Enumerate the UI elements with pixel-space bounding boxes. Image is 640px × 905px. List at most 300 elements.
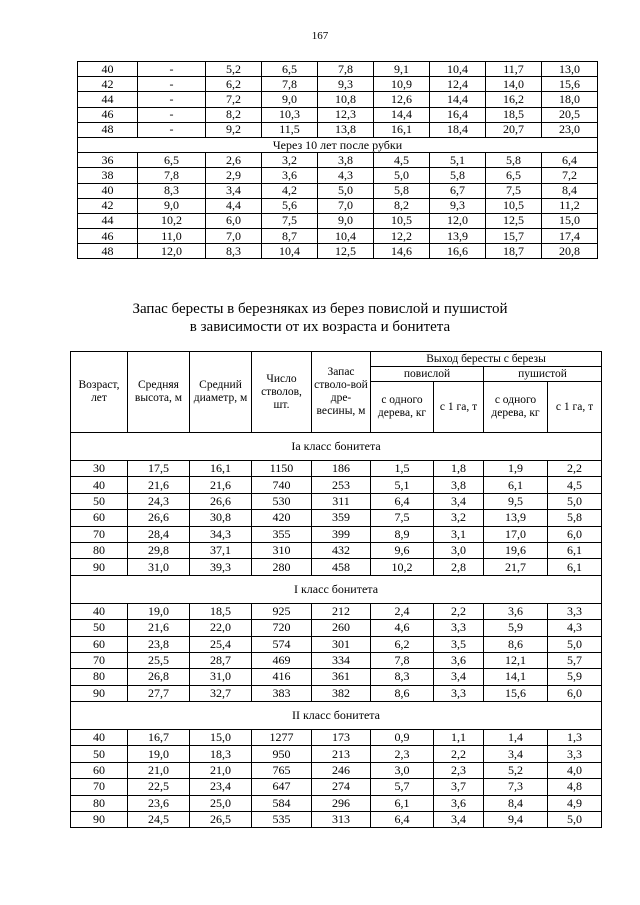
table-cell: 40 (78, 183, 138, 198)
table-cell: 432 (312, 542, 371, 558)
table-cell: 40 (71, 477, 128, 493)
table-row (71, 510, 602, 526)
table-cell: 9,3 (318, 77, 374, 92)
table-cell: 12,0 (138, 244, 206, 259)
table-cell: 8,2 (374, 198, 430, 213)
table-cell: 60 (71, 636, 128, 652)
table-title (0, 300, 640, 336)
table-cell: 5,2 (206, 62, 262, 77)
table-row (71, 762, 602, 778)
table-cell: 15,7 (486, 229, 542, 244)
table-row (78, 168, 598, 183)
table-cell: 950 (252, 746, 312, 762)
table-row (71, 652, 602, 668)
table-cell: 2,2 (548, 461, 602, 477)
class-label: Ia класс бонитета (71, 433, 602, 461)
table-cell: 18,3 (190, 746, 252, 762)
table-cell: 7,0 (318, 198, 374, 213)
table-cell: 7,8 (371, 652, 434, 668)
table-cell: 6,0 (548, 685, 602, 701)
table-cell: 9,3 (430, 198, 486, 213)
table-cell: 8,7 (262, 229, 318, 244)
table-cell: 4,0 (548, 762, 602, 778)
header-pubescens-per-tree: с одного дерева, кг (484, 382, 548, 433)
table-row (71, 477, 602, 493)
table-cell: 9,0 (262, 92, 318, 107)
table-cell: 301 (312, 636, 371, 652)
table-cell: 16,7 (128, 730, 190, 746)
table-cell: 5,7 (371, 779, 434, 795)
table-cell: 9,0 (138, 198, 206, 213)
table-cell: 173 (312, 730, 371, 746)
table-cell: 5,9 (548, 669, 602, 685)
table-cell: 3,3 (434, 685, 484, 701)
table-row (71, 795, 602, 811)
table-cell: 8,9 (371, 526, 434, 542)
table-row (71, 461, 602, 477)
table-cell: - (138, 62, 206, 77)
table-cell: 40 (78, 62, 138, 77)
table-cell: 246 (312, 762, 371, 778)
table-cell: 186 (312, 461, 371, 477)
table-cell: 313 (312, 812, 371, 828)
table-cell: 5,0 (548, 812, 602, 828)
table-cell: 8,2 (206, 107, 262, 122)
table-cell: 6,0 (548, 526, 602, 542)
table-cell: 3,7 (434, 779, 484, 795)
table-cell: 27,7 (128, 685, 190, 701)
section-label: Через 10 лет после рубки (78, 137, 598, 152)
table-cell: 7,5 (371, 510, 434, 526)
table-row (78, 122, 598, 137)
table-cell: 12,5 (486, 213, 542, 228)
table-cell: 20,5 (542, 107, 598, 122)
table-cell: 15,0 (542, 213, 598, 228)
header-pubescens: пушистой (484, 367, 602, 382)
table-cell: 3,5 (434, 636, 484, 652)
table-cell: 9,1 (374, 62, 430, 77)
table-cell: 5,8 (548, 510, 602, 526)
table-cell: 4,4 (206, 198, 262, 213)
header-wood-stock: Запас стволо-вой дре-весины, м (312, 352, 371, 433)
table-cell: 32,7 (190, 685, 252, 701)
table-cell: 10,2 (371, 559, 434, 575)
table-cell: 15,6 (484, 685, 548, 701)
table-cell: 6,4 (371, 812, 434, 828)
table-cell: 14,1 (484, 669, 548, 685)
table-cell: 10,2 (138, 213, 206, 228)
table-cell: 80 (71, 795, 128, 811)
table-cell: 16,2 (486, 92, 542, 107)
table-cell: 6,5 (138, 153, 206, 168)
table-cell: 280 (252, 559, 312, 575)
table-row (78, 62, 598, 77)
table-cell: 3,4 (434, 812, 484, 828)
table-cell: 530 (252, 493, 312, 509)
table-cell: 416 (252, 669, 312, 685)
table-cell: 5,0 (548, 636, 602, 652)
table-cell: 18,0 (542, 92, 598, 107)
table-cell: 17,0 (484, 526, 548, 542)
table-cell: 5,0 (374, 168, 430, 183)
upper-data-table (77, 61, 598, 259)
table-cell: 70 (71, 526, 128, 542)
table-cell: 4,9 (548, 795, 602, 811)
table-cell: 13,0 (542, 62, 598, 77)
table-cell: 8,3 (206, 244, 262, 259)
table-cell: 14,4 (374, 107, 430, 122)
table-row (71, 526, 602, 542)
table-cell: 1,4 (484, 730, 548, 746)
table-cell: 80 (71, 542, 128, 558)
table-row (78, 229, 598, 244)
class-label: I класс бонитета (71, 575, 602, 603)
table-cell: 420 (252, 510, 312, 526)
header-pendula: повислой (371, 367, 484, 382)
table-cell: 8,6 (371, 685, 434, 701)
table-cell: 12,3 (318, 107, 374, 122)
table-cell: 8,3 (138, 183, 206, 198)
table-cell: 2,3 (371, 746, 434, 762)
class-label: II класс бонитета (71, 702, 602, 730)
table-cell: - (138, 107, 206, 122)
table-cell: 31,0 (128, 559, 190, 575)
table-row (71, 603, 602, 619)
table-cell: 25,5 (128, 652, 190, 668)
table-cell: 12,2 (374, 229, 430, 244)
table-cell: 6,1 (548, 542, 602, 558)
header-bark-yield: Выход бересты с березы (371, 352, 602, 367)
table-cell: 3,3 (434, 620, 484, 636)
table-cell: 46 (78, 107, 138, 122)
table-cell: 7,8 (138, 168, 206, 183)
table-row (71, 493, 602, 509)
table-cell: 42 (78, 198, 138, 213)
table-cell: 6,1 (484, 477, 548, 493)
table-cell: 212 (312, 603, 371, 619)
table-cell: 361 (312, 669, 371, 685)
table-cell: 574 (252, 636, 312, 652)
table-cell: 30 (71, 461, 128, 477)
table-row (78, 107, 598, 122)
table-cell: 5,1 (430, 153, 486, 168)
table-cell: 535 (252, 812, 312, 828)
table-cell: 18,4 (430, 122, 486, 137)
table-cell: 16,1 (190, 461, 252, 477)
table-cell: 6,5 (486, 168, 542, 183)
table-cell: 12,1 (484, 652, 548, 668)
table-cell: 22,0 (190, 620, 252, 636)
table-cell: 4,6 (371, 620, 434, 636)
table-cell: 39,3 (190, 559, 252, 575)
table-cell: 3,1 (434, 526, 484, 542)
table-cell: 458 (312, 559, 371, 575)
table-cell: 5,0 (318, 183, 374, 198)
table-cell: 19,6 (484, 542, 548, 558)
table-cell: 19,0 (128, 603, 190, 619)
table-cell: 9,6 (371, 542, 434, 558)
header-pendula-per-tree: с одного дерева, кг (371, 382, 434, 433)
table-cell: 3,4 (434, 669, 484, 685)
table-cell: 14,0 (486, 77, 542, 92)
table-cell: 17,4 (542, 229, 598, 244)
table-cell: 6,1 (371, 795, 434, 811)
table-cell: 23,8 (128, 636, 190, 652)
table-cell: 359 (312, 510, 371, 526)
table-row (78, 213, 598, 228)
table-cell: 469 (252, 652, 312, 668)
table-cell: 3,4 (206, 183, 262, 198)
table-cell: 8,3 (371, 669, 434, 685)
birch-bark-stock-table (70, 351, 602, 828)
table-cell: 9,4 (484, 812, 548, 828)
table-cell: 24,5 (128, 812, 190, 828)
table-cell: 90 (71, 812, 128, 828)
table-cell: 14,6 (374, 244, 430, 259)
table-cell: 355 (252, 526, 312, 542)
table-cell: 5,8 (430, 168, 486, 183)
section-row (78, 137, 598, 152)
table-cell: 9,0 (318, 213, 374, 228)
header-pendula-per-ha: с 1 га, т (434, 382, 484, 433)
table-cell: 26,5 (190, 812, 252, 828)
table-cell: 10,5 (374, 213, 430, 228)
section-row (71, 433, 602, 461)
table-cell: 7,5 (262, 213, 318, 228)
table-cell: 13,8 (318, 122, 374, 137)
section-row (71, 702, 602, 730)
table-cell: 3,3 (548, 603, 602, 619)
table-cell: 274 (312, 779, 371, 795)
table-cell: 3,6 (484, 603, 548, 619)
table-cell: 2,8 (434, 559, 484, 575)
table-cell: 25,4 (190, 636, 252, 652)
table-cell: 3,6 (262, 168, 318, 183)
table-cell: 253 (312, 477, 371, 493)
table-cell: 3,6 (434, 795, 484, 811)
table-cell: 7,3 (484, 779, 548, 795)
table-cell: 7,5 (486, 183, 542, 198)
table-cell: 6,4 (542, 153, 598, 168)
table-cell: 10,5 (486, 198, 542, 213)
table-cell: 10,9 (374, 77, 430, 92)
table-cell: 34,3 (190, 526, 252, 542)
table-cell: 4,5 (548, 477, 602, 493)
table-cell: 48 (78, 244, 138, 259)
table-cell: 19,0 (128, 746, 190, 762)
table-cell: - (138, 77, 206, 92)
table-cell: 25,0 (190, 795, 252, 811)
table-cell: 9,5 (484, 493, 548, 509)
table-cell: 5,8 (374, 183, 430, 198)
table-row (78, 244, 598, 259)
table-cell: 720 (252, 620, 312, 636)
table-cell: 12,5 (318, 244, 374, 259)
table-cell: 14,4 (430, 92, 486, 107)
table-cell: 21,0 (190, 762, 252, 778)
table-cell: 11,5 (262, 122, 318, 137)
table-cell: 90 (71, 559, 128, 575)
table-cell: 10,8 (318, 92, 374, 107)
table-row (71, 636, 602, 652)
table-cell: 3,6 (434, 652, 484, 668)
table-cell: 6,2 (371, 636, 434, 652)
header-pubescens-per-ha: с 1 га, т (548, 382, 602, 433)
table-cell: 15,6 (542, 77, 598, 92)
table-cell: 4,3 (548, 620, 602, 636)
table-cell: 1,8 (434, 461, 484, 477)
table-row (71, 685, 602, 701)
table-cell: 6,0 (206, 213, 262, 228)
table-cell: 9,2 (206, 122, 262, 137)
table-cell: 4,5 (374, 153, 430, 168)
table-cell: 37,1 (190, 542, 252, 558)
table-cell: 334 (312, 652, 371, 668)
table-row (71, 746, 602, 762)
table-cell: 7,2 (542, 168, 598, 183)
table-cell: 10,4 (318, 229, 374, 244)
table-cell: 296 (312, 795, 371, 811)
table-cell: 90 (71, 685, 128, 701)
table-cell: 28,4 (128, 526, 190, 542)
table-cell: 80 (71, 669, 128, 685)
table-cell: 26,6 (128, 510, 190, 526)
table-cell: 647 (252, 779, 312, 795)
table-cell: 28,7 (190, 652, 252, 668)
table-cell: 20,8 (542, 244, 598, 259)
table-cell: 3,2 (434, 510, 484, 526)
table-cell: 1,9 (484, 461, 548, 477)
table-cell: 3,8 (318, 153, 374, 168)
table-title-line-2: в зависимости от их возраста и бонитета (189, 319, 451, 335)
table-cell: 3,3 (548, 746, 602, 762)
table-row (78, 153, 598, 168)
table-cell: 213 (312, 746, 371, 762)
table-cell: 7,8 (318, 62, 374, 77)
table-row (71, 779, 602, 795)
table-cell: 310 (252, 542, 312, 558)
table-cell: 4,8 (548, 779, 602, 795)
table-row (71, 620, 602, 636)
table-cell: 12,6 (374, 92, 430, 107)
table-row (71, 730, 602, 746)
table-cell: 311 (312, 493, 371, 509)
table-cell: 26,8 (128, 669, 190, 685)
table-cell: 399 (312, 526, 371, 542)
table-cell: 70 (71, 779, 128, 795)
table-cell: 11,0 (138, 229, 206, 244)
header-diameter: Средний диаметр, м (190, 352, 252, 433)
table-cell: 2,4 (371, 603, 434, 619)
table-cell: 16,4 (430, 107, 486, 122)
table-cell: 3,0 (434, 542, 484, 558)
table-cell: 12,4 (430, 77, 486, 92)
table-cell: 925 (252, 603, 312, 619)
header-stem-count: Число стволов, шт. (252, 352, 312, 433)
table-cell: 0,9 (371, 730, 434, 746)
table-cell: 21,0 (128, 762, 190, 778)
table-cell: 5,9 (484, 620, 548, 636)
table-row (71, 669, 602, 685)
table-cell: 1150 (252, 461, 312, 477)
table-cell: 70 (71, 652, 128, 668)
table-cell: 21,6 (128, 477, 190, 493)
table-cell: 31,0 (190, 669, 252, 685)
table-cell: 740 (252, 477, 312, 493)
table-cell: 29,8 (128, 542, 190, 558)
table-cell: 4,2 (262, 183, 318, 198)
table-cell: 20,7 (486, 122, 542, 137)
table-cell: 5,1 (371, 477, 434, 493)
table-cell: 23,6 (128, 795, 190, 811)
table-cell: 382 (312, 685, 371, 701)
header-age: Возраст, лет (71, 352, 128, 433)
table-cell: 38 (78, 168, 138, 183)
table-cell: 50 (71, 620, 128, 636)
table-cell: 5,7 (548, 652, 602, 668)
table-cell: 21,6 (128, 620, 190, 636)
table-cell: 16,6 (430, 244, 486, 259)
table-cell: 44 (78, 92, 138, 107)
table-cell: 30,8 (190, 510, 252, 526)
table-cell: 2,3 (434, 762, 484, 778)
table-cell: 21,6 (190, 477, 252, 493)
table-row (78, 183, 598, 198)
table-cell: 40 (71, 603, 128, 619)
table-cell: 50 (71, 493, 128, 509)
table-cell: 2,9 (206, 168, 262, 183)
table-cell: 42 (78, 77, 138, 92)
table-cell: 36 (78, 153, 138, 168)
table-row (71, 542, 602, 558)
table-cell: 15,0 (190, 730, 252, 746)
table-cell: 5,0 (548, 493, 602, 509)
table-cell: 2,2 (434, 603, 484, 619)
table-cell: - (138, 122, 206, 137)
table-cell: 10,4 (430, 62, 486, 77)
table-cell: 5,8 (486, 153, 542, 168)
table-cell: 1277 (252, 730, 312, 746)
table-cell: 3,2 (262, 153, 318, 168)
table-cell: 23,0 (542, 122, 598, 137)
table-cell: 383 (252, 685, 312, 701)
table-cell: 1,5 (371, 461, 434, 477)
table-cell: 46 (78, 229, 138, 244)
table-cell: 60 (71, 762, 128, 778)
table-cell: 1,1 (434, 730, 484, 746)
table-cell: 2,2 (434, 746, 484, 762)
table-cell: 10,3 (262, 107, 318, 122)
table-cell: 13,9 (484, 510, 548, 526)
table-cell: 17,5 (128, 461, 190, 477)
table-cell: 6,2 (206, 77, 262, 92)
table-cell: 10,4 (262, 244, 318, 259)
table-cell: 11,7 (486, 62, 542, 77)
table-cell: 6,1 (548, 559, 602, 575)
table-cell: 26,6 (190, 493, 252, 509)
table-row (78, 92, 598, 107)
table-cell: 48 (78, 122, 138, 137)
table-cell: 3,4 (484, 746, 548, 762)
table-cell: 765 (252, 762, 312, 778)
table-cell: 7,0 (206, 229, 262, 244)
table-cell: 7,2 (206, 92, 262, 107)
table-cell: 1,3 (548, 730, 602, 746)
table-cell: 3,4 (434, 493, 484, 509)
table-cell: 18,5 (190, 603, 252, 619)
table-cell: 50 (71, 746, 128, 762)
table-row (78, 77, 598, 92)
